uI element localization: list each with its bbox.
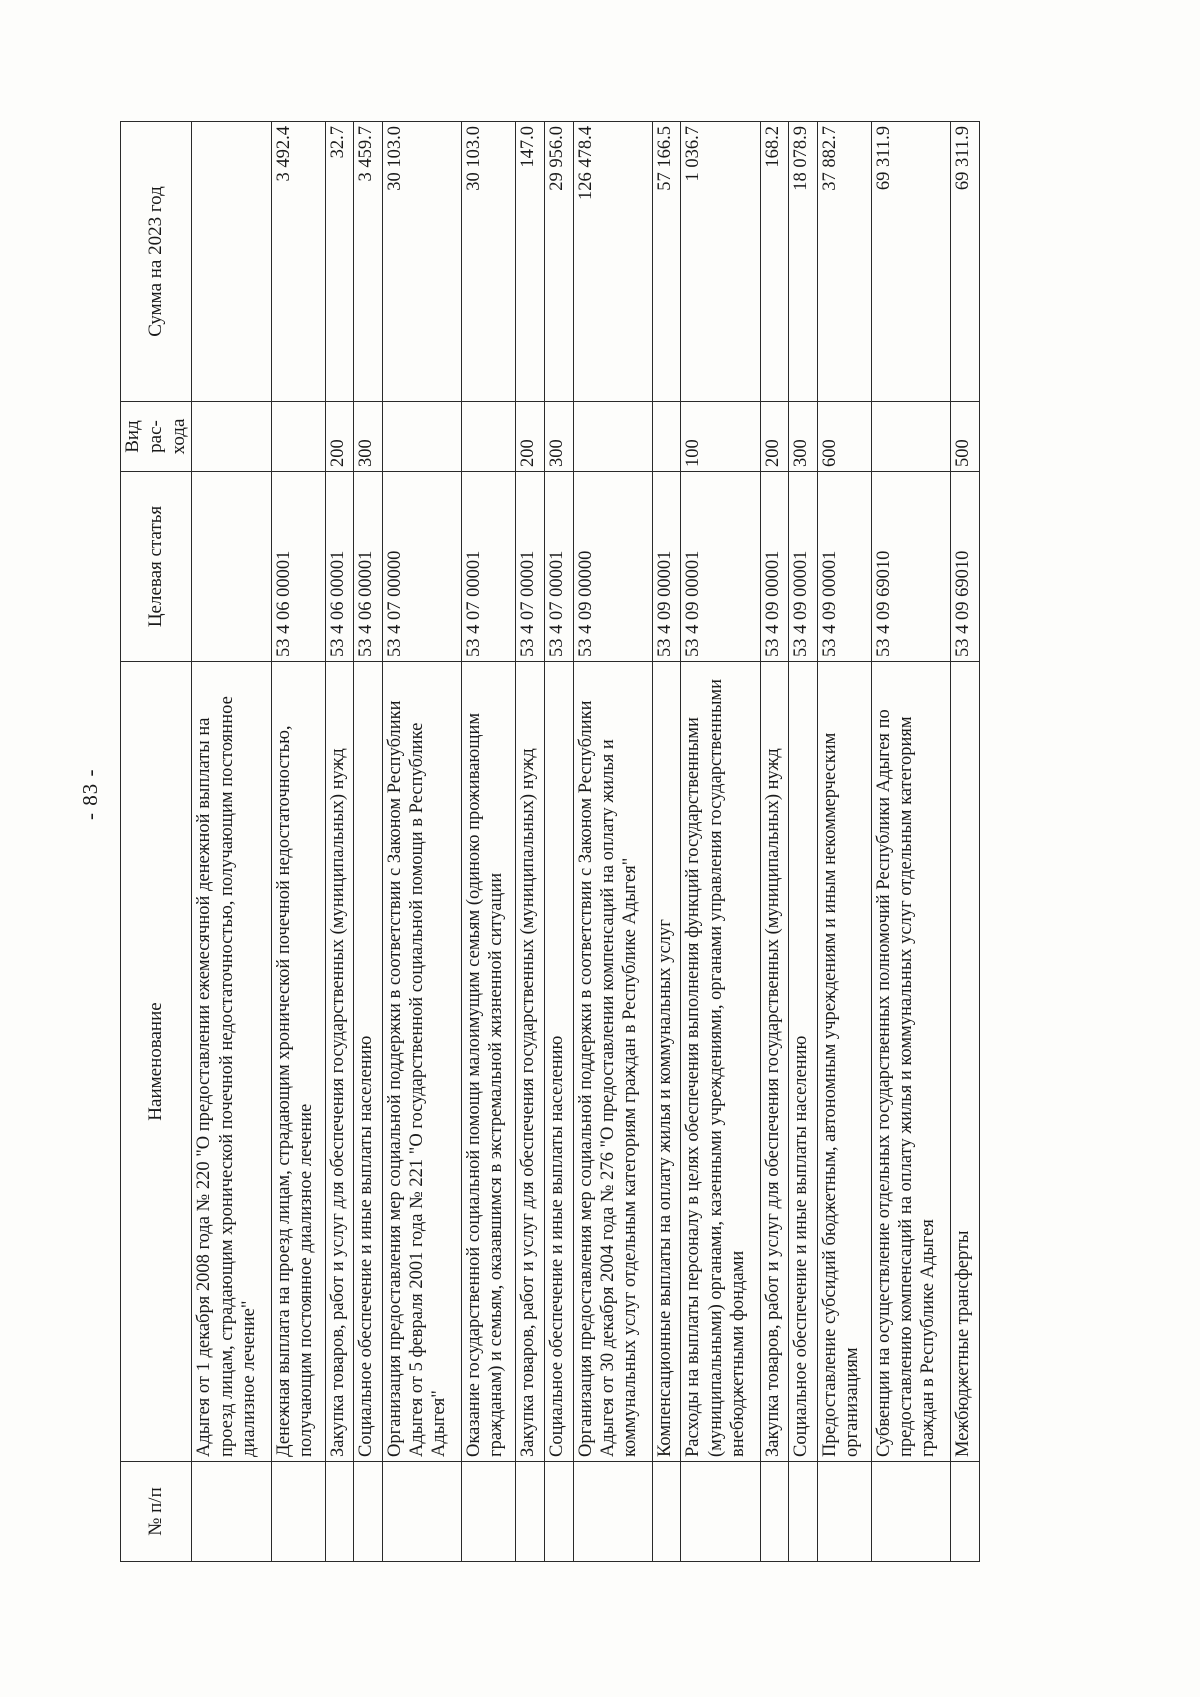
row-sum: 57 166.5 [652,122,681,402]
table-row [192,122,271,1562]
row-name: Социальное обеспечение и иные выплаты населению [544,662,573,1462]
rotated-table-container [120,122,980,1562]
row-num [544,1462,573,1562]
row-num [818,1462,872,1562]
row-name: Компенсационные выплаты на оплату жилья и коммунальных услуг [652,662,681,1462]
row-target-article: 53 4 07 00000 [382,472,461,662]
row-expense-type [192,402,271,472]
row-expense-type [872,402,951,472]
row-target-article: 53 4 07 00001 [544,472,573,662]
table-row [382,122,461,1562]
row-name: Организация предоставления мер социальной поддержки в соответствии с Законом Республики Адыгея от 5 февраля 2001 года № 221 "О государственной социальной помощи в Республике Адыгея" [382,662,461,1462]
row-expense-type: 300 [789,402,818,472]
page-number: - 83 - [78,768,102,820]
budget-table [120,121,980,1562]
row-name: Закупка товаров, работ и услуг для обеспечения государственных (муниципальных) нужд [325,662,354,1462]
row-sum: 3 492.4 [271,122,325,402]
table-row [681,122,760,1562]
row-name: Межбюджетные трансферты [951,662,980,1462]
row-expense-type [271,402,325,472]
row-sum: 3 459.7 [354,122,383,402]
row-sum: 168.2 [760,122,789,402]
row-target-article: 53 4 09 69010 [872,472,951,662]
row-sum: 1 036.7 [681,122,760,402]
row-target-article: 53 4 07 00001 [462,472,516,662]
table-body [192,122,980,1562]
row-expense-type: 200 [325,402,354,472]
row-sum: 29 956.0 [544,122,573,402]
row-target-article: 53 4 09 00000 [573,472,652,662]
row-target-article [192,472,271,662]
row-num [789,1462,818,1562]
table-row [516,122,545,1562]
row-sum [192,122,271,402]
row-num [872,1462,951,1562]
row-expense-type: 500 [951,402,980,472]
table-row [354,122,383,1562]
row-num [382,1462,461,1562]
row-num [462,1462,516,1562]
row-name: Адыгея от 1 декабря 2008 года № 220 "О предоставлении ежемесячной денежной выплаты на проезд лицам, страдающим хронической почечной недостаточностью, получающим постоянное диализное лечение" [192,662,271,1462]
table-row [818,122,872,1562]
row-expense-type: 300 [354,402,383,472]
row-sum: 18 078.9 [789,122,818,402]
row-target-article: 53 4 09 00001 [760,472,789,662]
table-row [760,122,789,1562]
row-name: Закупка товаров, работ и услуг для обеспечения государственных (муниципальных) нужд [760,662,789,1462]
row-sum: 32.7 [325,122,354,402]
row-sum: 69 311.9 [951,122,980,402]
header-sum: Сумма на 2023 год [121,122,192,402]
table-row [789,122,818,1562]
row-num [760,1462,789,1562]
row-num [681,1462,760,1562]
row-num [573,1462,652,1562]
header-name: Наименование [121,662,192,1462]
row-target-article: 53 4 06 00001 [325,472,354,662]
row-expense-type [382,402,461,472]
row-num [192,1462,271,1562]
table-row [325,122,354,1562]
row-target-article: 53 4 07 00001 [516,472,545,662]
row-sum: 37 882.7 [818,122,872,402]
row-num [951,1462,980,1562]
row-target-article: 53 4 09 69010 [951,472,980,662]
row-target-article: 53 4 09 00001 [818,472,872,662]
table-row [544,122,573,1562]
table-row [573,122,652,1562]
row-num [271,1462,325,1562]
table-header-row [121,122,192,1562]
row-expense-type: 600 [818,402,872,472]
row-target-article: 53 4 09 00001 [681,472,760,662]
row-expense-type [462,402,516,472]
table-row [271,122,325,1562]
row-sum: 147.0 [516,122,545,402]
row-target-article: 53 4 09 00001 [652,472,681,662]
table-row [872,122,951,1562]
row-name: Социальное обеспечение и иные выплаты населению [789,662,818,1462]
row-target-article: 53 4 06 00001 [271,472,325,662]
table-row [652,122,681,1562]
row-expense-type: 100 [681,402,760,472]
row-name: Закупка товаров, работ и услуг для обеспечения государственных (муниципальных) нужд [516,662,545,1462]
header-expense-type: Вид рас-хода [121,402,192,472]
row-name: Предоставление субсидий бюджетным, автономным учреждениям и иным некоммерческим организациям [818,662,872,1462]
table-row [462,122,516,1562]
row-name: Субвенции на осуществление отдельных государственных полномочий Республики Адыгея по предоставлению компенсаций на оплату жилья и коммунальных услуг отдельным категориям граждан в Республике Адыгея [872,662,951,1462]
row-expense-type [573,402,652,472]
row-expense-type: 300 [544,402,573,472]
row-name: Организация предоставления мер социальной поддержки в соответствии с Законом Республики Адыгея от 30 декабря 2004 года № 276 "О предоставлении компенсаций на оплату жилья и коммунальных услуг отдельным категориям граждан в Республике Адыгея" [573,662,652,1462]
row-expense-type [652,402,681,472]
header-target-article: Целевая статья [121,472,192,662]
row-target-article: 53 4 06 00001 [354,472,383,662]
row-target-article: 53 4 09 00001 [789,472,818,662]
row-expense-type: 200 [516,402,545,472]
row-name: Расходы на выплаты персоналу в целях обеспечения выполнения функций государственными (муниципальными) органами, казенными учреждениями, органами управления государственными внебюджетными фондами [681,662,760,1462]
row-num [516,1462,545,1562]
table-row [951,122,980,1562]
row-name: Денежная выплата на проезд лицам, страдающим хронической почечной недостаточностью, получающим постоянное диализное лечение [271,662,325,1462]
row-expense-type: 200 [760,402,789,472]
row-num [652,1462,681,1562]
row-sum: 126 478.4 [573,122,652,402]
row-name: Оказание государственной социальной помощи малоимущим семьям (одиноко проживающим гражданам) и семьям, оказавшимся в экстремальной жизненной ситуации [462,662,516,1462]
row-num [354,1462,383,1562]
row-name: Социальное обеспечение и иные выплаты населению [354,662,383,1462]
row-sum: 30 103.0 [462,122,516,402]
row-num [325,1462,354,1562]
row-sum: 30 103.0 [382,122,461,402]
row-sum: 69 311.9 [872,122,951,402]
header-num: № п/п [121,1462,192,1562]
